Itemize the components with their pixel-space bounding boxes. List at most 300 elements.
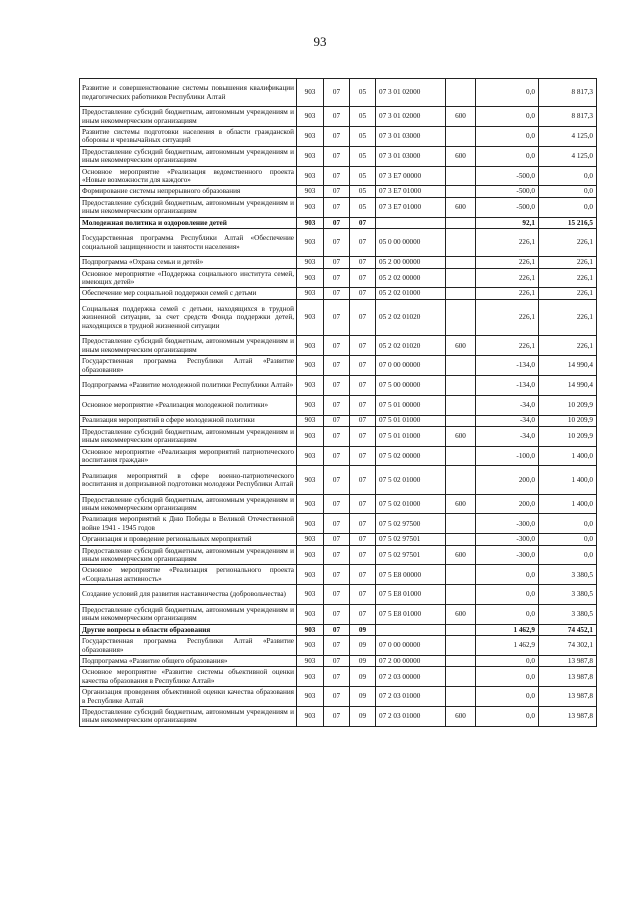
change-amount: 92,1 <box>476 217 539 228</box>
total-amount: 13 987,8 <box>539 687 597 707</box>
table-row <box>80 79 597 107</box>
table-row <box>80 494 597 514</box>
expense-type-code <box>446 687 476 707</box>
table-row <box>80 605 597 625</box>
section-code: 07 <box>324 395 350 415</box>
admin-code: 903 <box>297 186 324 197</box>
item-name: Подпрограмма «Развитие молодежной политики Республики Алтай» <box>80 375 297 395</box>
expense-type-code <box>446 228 476 256</box>
expense-type-code <box>446 375 476 395</box>
item-name: Предоставление субсидий бюджетным, автономным учреждениям и иным некоммерческим организациям <box>80 107 297 127</box>
item-name: Основное мероприятие «Поддержка социального института семей, имеющих детей» <box>80 268 297 288</box>
subsection-code: 07 <box>350 375 376 395</box>
table-row <box>80 107 597 127</box>
item-name: Подпрограмма «Развитие общего образования» <box>80 656 297 667</box>
target-article-code: 07 3 01 03000 <box>376 126 446 146</box>
table-row <box>80 636 597 656</box>
total-amount: 74 452,1 <box>539 624 597 635</box>
subsection-code: 09 <box>350 707 376 727</box>
section-code: 07 <box>324 288 350 299</box>
section-code: 07 <box>324 186 350 197</box>
admin-code: 903 <box>297 605 324 625</box>
section-code: 07 <box>324 217 350 228</box>
subsection-code: 07 <box>350 466 376 494</box>
change-amount: 0,0 <box>476 605 539 625</box>
change-amount: -34,0 <box>476 395 539 415</box>
subsection-code: 07 <box>350 565 376 585</box>
section-code: 07 <box>324 534 350 545</box>
table-row <box>80 126 597 146</box>
target-article-code: 07 0 00 00000 <box>376 636 446 656</box>
table-row <box>80 624 597 635</box>
item-name: Обеспечение мер социальной поддержки семей с детьми <box>80 288 297 299</box>
section-code: 07 <box>324 605 350 625</box>
item-name: Государственная программа Республики Алтай «Развитие образования» <box>80 636 297 656</box>
target-article-code: 07 3 E7 01000 <box>376 186 446 197</box>
total-amount: 1 400,0 <box>539 466 597 494</box>
item-name: Реализация мероприятий в сфере военно-патриотического воспитания и допризывной подготовки молодежи Республики Алтай <box>80 466 297 494</box>
admin-code: 903 <box>297 79 324 107</box>
change-amount: 1 462,9 <box>476 636 539 656</box>
target-article-code: 05 0 00 00000 <box>376 228 446 256</box>
change-amount: 0,0 <box>476 707 539 727</box>
change-amount: 0,0 <box>476 146 539 166</box>
table-row <box>80 667 597 687</box>
change-amount: 0,0 <box>476 565 539 585</box>
subsection-code: 09 <box>350 636 376 656</box>
section-code: 07 <box>324 336 350 356</box>
total-amount: 226,1 <box>539 268 597 288</box>
target-article-code <box>376 217 446 228</box>
total-amount: 3 380,5 <box>539 585 597 605</box>
total-amount: 13 987,8 <box>539 656 597 667</box>
change-amount: -134,0 <box>476 356 539 376</box>
total-amount: 13 987,8 <box>539 707 597 727</box>
table-row <box>80 336 597 356</box>
admin-code: 903 <box>297 268 324 288</box>
total-amount: 226,1 <box>539 228 597 256</box>
table-row <box>80 585 597 605</box>
subsection-code: 07 <box>350 415 376 426</box>
expense-type-code <box>446 395 476 415</box>
table-row <box>80 375 597 395</box>
item-name: Реализация мероприятий к Дню Победы в Великой Отечественной войне 1941 - 1945 годов <box>80 514 297 534</box>
target-article-code: 07 5 01 01000 <box>376 426 446 446</box>
total-amount: 0,0 <box>539 545 597 565</box>
change-amount: 0,0 <box>476 667 539 687</box>
section-code: 07 <box>324 257 350 268</box>
item-name: Социальная поддержка семей с детьми, находящихся в трудной жизненной ситуации, за счет средств Фонда поддержки детей, находящихся в трудной жизненной ситуации <box>80 299 297 336</box>
subsection-code: 07 <box>350 426 376 446</box>
admin-code: 903 <box>297 545 324 565</box>
subsection-code: 07 <box>350 514 376 534</box>
table-row <box>80 534 597 545</box>
target-article-code: 07 3 01 02000 <box>376 107 446 127</box>
target-article-code <box>376 624 446 635</box>
total-amount: 8 817,3 <box>539 79 597 107</box>
table-row <box>80 707 597 727</box>
item-name: Развитие системы подготовки населения в области гражданской обороны и чрезвычайных ситуаций <box>80 126 297 146</box>
change-amount: 226,1 <box>476 336 539 356</box>
section-code: 07 <box>324 126 350 146</box>
target-article-code: 05 2 02 00000 <box>376 268 446 288</box>
total-amount: 3 380,5 <box>539 605 597 625</box>
table-row <box>80 466 597 494</box>
total-amount: 0,0 <box>539 166 597 186</box>
total-amount: 0,0 <box>539 186 597 197</box>
table-row <box>80 565 597 585</box>
expense-type-code <box>446 514 476 534</box>
subsection-code: 05 <box>350 107 376 127</box>
section-code: 07 <box>324 299 350 336</box>
total-amount: 13 987,8 <box>539 667 597 687</box>
target-article-code: 07 0 00 00000 <box>376 356 446 376</box>
admin-code: 903 <box>297 146 324 166</box>
expense-type-code <box>446 656 476 667</box>
subsection-code: 09 <box>350 667 376 687</box>
item-name: Организация и проведение региональных мероприятий <box>80 534 297 545</box>
change-amount: 226,1 <box>476 288 539 299</box>
admin-code: 903 <box>297 585 324 605</box>
target-article-code: 07 2 00 00000 <box>376 656 446 667</box>
section-code: 07 <box>324 494 350 514</box>
target-article-code: 07 5 02 01000 <box>376 494 446 514</box>
change-amount: 226,1 <box>476 257 539 268</box>
expense-type-code <box>446 268 476 288</box>
expense-type-code: 600 <box>446 545 476 565</box>
change-amount: -34,0 <box>476 415 539 426</box>
section-code: 07 <box>324 356 350 376</box>
change-amount: 0,0 <box>476 656 539 667</box>
section-code: 07 <box>324 667 350 687</box>
total-amount: 0,0 <box>539 197 597 217</box>
total-amount: 10 209,9 <box>539 426 597 446</box>
section-code: 07 <box>324 707 350 727</box>
expense-type-code <box>446 186 476 197</box>
admin-code: 903 <box>297 687 324 707</box>
expense-type-code <box>446 126 476 146</box>
page-number: 93 <box>313 34 327 49</box>
admin-code: 903 <box>297 565 324 585</box>
subsection-code: 07 <box>350 217 376 228</box>
item-name: Формирование системы непрерывного образования <box>80 186 297 197</box>
subsection-code: 07 <box>350 605 376 625</box>
item-name: Предоставление субсидий бюджетным, автономным учреждениям и иным некоммерческим организациям <box>80 707 297 727</box>
section-code: 07 <box>324 197 350 217</box>
expense-type-code: 600 <box>446 197 476 217</box>
total-amount: 10 209,9 <box>539 415 597 426</box>
item-name: Организация проведения объективной оценки качества образования в Республике Алтай <box>80 687 297 707</box>
section-code: 07 <box>324 514 350 534</box>
table-row <box>80 514 597 534</box>
admin-code: 903 <box>297 415 324 426</box>
subsection-code: 07 <box>350 288 376 299</box>
change-amount: -100,0 <box>476 446 539 466</box>
table-row <box>80 545 597 565</box>
total-amount: 4 125,0 <box>539 146 597 166</box>
target-article-code: 07 3 E7 00000 <box>376 166 446 186</box>
expense-type-code: 600 <box>446 707 476 727</box>
budget-table <box>79 78 597 727</box>
change-amount: -134,0 <box>476 375 539 395</box>
total-amount: 1 400,0 <box>539 446 597 466</box>
item-name: Основное мероприятие «Развитие системы объективной оценки качества образования в Республике Алтай» <box>80 667 297 687</box>
subsection-code: 05 <box>350 186 376 197</box>
subsection-code: 07 <box>350 356 376 376</box>
expense-type-code <box>446 446 476 466</box>
section-code: 07 <box>324 426 350 446</box>
target-article-code: 07 2 03 00000 <box>376 667 446 687</box>
item-name: Предоставление субсидий бюджетным, автономным учреждениям и иным некоммерческим организациям <box>80 197 297 217</box>
section-code: 07 <box>324 415 350 426</box>
section-code: 07 <box>324 636 350 656</box>
total-amount: 4 125,0 <box>539 126 597 146</box>
subsection-code: 09 <box>350 656 376 667</box>
item-name: Предоставление субсидий бюджетным, автономным учреждениям и иным некоммерческим организациям <box>80 146 297 166</box>
admin-code: 903 <box>297 466 324 494</box>
change-amount: -500,0 <box>476 166 539 186</box>
item-name: Предоставление субсидий бюджетным, автономным учреждениям и иным некоммерческим организациям <box>80 545 297 565</box>
subsection-code: 07 <box>350 257 376 268</box>
change-amount: -300,0 <box>476 545 539 565</box>
item-name: Реализация мероприятий в сфере молодежной политики <box>80 415 297 426</box>
admin-code: 903 <box>297 126 324 146</box>
expense-type-code: 600 <box>446 494 476 514</box>
subsection-code: 05 <box>350 126 376 146</box>
target-article-code: 07 3 01 03000 <box>376 146 446 166</box>
total-amount: 0,0 <box>539 514 597 534</box>
item-name: Подпрограмма «Охрана семьи и детей» <box>80 257 297 268</box>
total-amount: 0,0 <box>539 534 597 545</box>
subsection-code: 05 <box>350 79 376 107</box>
subsection-code: 07 <box>350 395 376 415</box>
table-row <box>80 426 597 446</box>
target-article-code: 07 3 E7 01000 <box>376 197 446 217</box>
expense-type-code: 600 <box>446 605 476 625</box>
admin-code: 903 <box>297 288 324 299</box>
total-amount: 15 216,5 <box>539 217 597 228</box>
admin-code: 903 <box>297 336 324 356</box>
expense-type-code <box>446 299 476 336</box>
expense-type-code: 600 <box>446 336 476 356</box>
target-article-code: 07 5 02 97501 <box>376 545 446 565</box>
target-article-code: 07 5 E8 00000 <box>376 565 446 585</box>
admin-code: 903 <box>297 446 324 466</box>
section-code: 07 <box>324 624 350 635</box>
item-name: Молодежная политика и оздоровление детей <box>80 217 297 228</box>
table-row <box>80 446 597 466</box>
expense-type-code <box>446 534 476 545</box>
section-code: 07 <box>324 545 350 565</box>
expense-type-code <box>446 356 476 376</box>
subsection-code: 05 <box>350 197 376 217</box>
subsection-code: 09 <box>350 687 376 707</box>
target-article-code: 05 2 02 01020 <box>376 336 446 356</box>
admin-code: 903 <box>297 624 324 635</box>
total-amount: 1 400,0 <box>539 494 597 514</box>
section-code: 07 <box>324 375 350 395</box>
table-row <box>80 146 597 166</box>
expense-type-code <box>446 636 476 656</box>
item-name: Предоставление субсидий бюджетным, автономным учреждениям и иным некоммерческим организациям <box>80 336 297 356</box>
item-name: Государственная программа Республики Алтай «Развитие образования» <box>80 356 297 376</box>
change-amount: 0,0 <box>476 585 539 605</box>
expense-type-code <box>446 79 476 107</box>
total-amount: 74 302,1 <box>539 636 597 656</box>
item-name: Предоставление субсидий бюджетным, автономным учреждениям и иным некоммерческим организациям <box>80 426 297 446</box>
admin-code: 903 <box>297 257 324 268</box>
target-article-code: 07 5 E8 01000 <box>376 605 446 625</box>
admin-code: 903 <box>297 667 324 687</box>
change-amount: -500,0 <box>476 197 539 217</box>
total-amount: 8 817,3 <box>539 107 597 127</box>
change-amount: 200,0 <box>476 466 539 494</box>
change-amount: 226,1 <box>476 268 539 288</box>
target-article-code: 07 5 02 97501 <box>376 534 446 545</box>
expense-type-code <box>446 288 476 299</box>
expense-type-code <box>446 466 476 494</box>
section-code: 07 <box>324 79 350 107</box>
section-code: 07 <box>324 585 350 605</box>
target-article-code: 07 2 03 01000 <box>376 707 446 727</box>
total-amount: 226,1 <box>539 288 597 299</box>
subsection-code: 07 <box>350 336 376 356</box>
table-row <box>80 268 597 288</box>
target-article-code: 07 5 01 00000 <box>376 395 446 415</box>
expense-type-code: 600 <box>446 107 476 127</box>
admin-code: 903 <box>297 494 324 514</box>
item-name: Основное мероприятие «Реализация мероприятий патриотического воспитания граждан» <box>80 446 297 466</box>
subsection-code: 05 <box>350 146 376 166</box>
section-code: 07 <box>324 446 350 466</box>
subsection-code: 09 <box>350 624 376 635</box>
target-article-code: 07 5 E8 01000 <box>376 585 446 605</box>
budget-table-body <box>80 79 597 727</box>
change-amount: -500,0 <box>476 186 539 197</box>
expense-type-code: 600 <box>446 146 476 166</box>
subsection-code: 07 <box>350 534 376 545</box>
total-amount: 226,1 <box>539 336 597 356</box>
change-amount: 1 462,9 <box>476 624 539 635</box>
expense-type-code <box>446 217 476 228</box>
table-row <box>80 356 597 376</box>
item-name: Основное мероприятие «Реализация ведомственного проекта «Новые возможности для каждого» <box>80 166 297 186</box>
item-name: Основное мероприятие «Реализация молодежной политики» <box>80 395 297 415</box>
subsection-code: 05 <box>350 166 376 186</box>
section-code: 07 <box>324 656 350 667</box>
section-code: 07 <box>324 228 350 256</box>
section-code: 07 <box>324 166 350 186</box>
target-article-code: 07 5 00 00000 <box>376 375 446 395</box>
expense-type-code: 600 <box>446 426 476 446</box>
item-name: Основное мероприятие «Реализация регионального проекта «Социальная активность» <box>80 565 297 585</box>
subsection-code: 07 <box>350 545 376 565</box>
target-article-code: 07 3 01 02000 <box>376 79 446 107</box>
target-article-code: 07 2 03 01000 <box>376 687 446 707</box>
target-article-code: 05 2 02 01000 <box>376 288 446 299</box>
expense-type-code <box>446 585 476 605</box>
total-amount: 14 990,4 <box>539 375 597 395</box>
table-row <box>80 395 597 415</box>
admin-code: 903 <box>297 534 324 545</box>
expense-type-code <box>446 624 476 635</box>
subsection-code: 07 <box>350 494 376 514</box>
subsection-code: 07 <box>350 585 376 605</box>
section-code: 07 <box>324 107 350 127</box>
item-name: Развитие и совершенствование системы повышения квалификации педагогических работников Республики Алтай <box>80 79 297 107</box>
change-amount: 0,0 <box>476 687 539 707</box>
item-name: Создание условий для развития наставничества (добровольчества) <box>80 585 297 605</box>
target-article-code: 07 5 02 97500 <box>376 514 446 534</box>
target-article-code: 05 2 02 01020 <box>376 299 446 336</box>
table-row <box>80 299 597 336</box>
admin-code: 903 <box>297 356 324 376</box>
table-row <box>80 257 597 268</box>
admin-code: 903 <box>297 228 324 256</box>
admin-code: 903 <box>297 636 324 656</box>
section-code: 07 <box>324 466 350 494</box>
change-amount: -300,0 <box>476 514 539 534</box>
expense-type-code <box>446 166 476 186</box>
admin-code: 903 <box>297 395 324 415</box>
table-row <box>80 197 597 217</box>
admin-code: 903 <box>297 375 324 395</box>
change-amount: 226,1 <box>476 228 539 256</box>
total-amount: 3 380,5 <box>539 565 597 585</box>
change-amount: -34,0 <box>476 426 539 446</box>
item-name: Предоставление субсидий бюджетным, автономным учреждениям и иным некоммерческим организациям <box>80 605 297 625</box>
admin-code: 903 <box>297 426 324 446</box>
target-article-code: 07 5 02 01000 <box>376 466 446 494</box>
table-row <box>80 217 597 228</box>
section-code: 07 <box>324 268 350 288</box>
change-amount: 226,1 <box>476 299 539 336</box>
table-row <box>80 687 597 707</box>
section-code: 07 <box>324 565 350 585</box>
item-name: Государственная программа Республики Алтай «Обеспечение социальной защищенности и занятости населения» <box>80 228 297 256</box>
target-article-code: 05 2 00 00000 <box>376 257 446 268</box>
admin-code: 903 <box>297 707 324 727</box>
admin-code: 903 <box>297 217 324 228</box>
table-row <box>80 228 597 256</box>
admin-code: 903 <box>297 299 324 336</box>
subsection-code: 07 <box>350 228 376 256</box>
table-row <box>80 415 597 426</box>
admin-code: 903 <box>297 656 324 667</box>
admin-code: 903 <box>297 166 324 186</box>
change-amount: 200,0 <box>476 494 539 514</box>
expense-type-code <box>446 257 476 268</box>
section-code: 07 <box>324 687 350 707</box>
subsection-code: 07 <box>350 299 376 336</box>
change-amount: 0,0 <box>476 107 539 127</box>
section-code: 07 <box>324 146 350 166</box>
admin-code: 903 <box>297 514 324 534</box>
change-amount: 0,0 <box>476 79 539 107</box>
total-amount: 14 990,4 <box>539 356 597 376</box>
admin-code: 903 <box>297 107 324 127</box>
total-amount: 226,1 <box>539 299 597 336</box>
expense-type-code <box>446 565 476 585</box>
expense-type-code <box>446 667 476 687</box>
change-amount: 0,0 <box>476 126 539 146</box>
admin-code: 903 <box>297 197 324 217</box>
subsection-code: 07 <box>350 268 376 288</box>
target-article-code: 07 5 01 01000 <box>376 415 446 426</box>
item-name: Предоставление субсидий бюджетным, автономным учреждениям и иным некоммерческим организациям <box>80 494 297 514</box>
table-row <box>80 186 597 197</box>
subsection-code: 07 <box>350 446 376 466</box>
